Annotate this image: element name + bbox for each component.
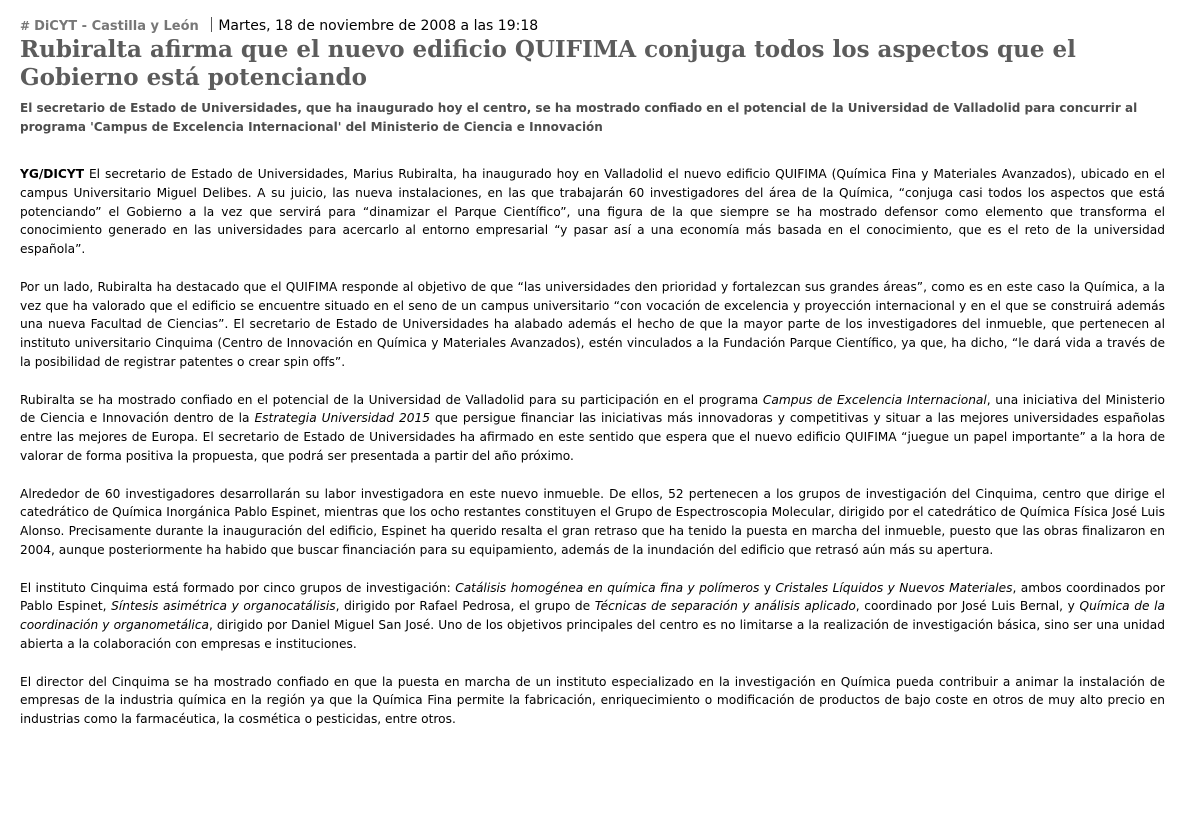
headline: Rubiralta afirma que el nuevo edificio QUIFIMA conjuga todos los aspectos que el Gobierno está potenciando: [20, 36, 1076, 91]
group-name: Química de la coordinación y organometálica: [20, 599, 1165, 633]
byline: YG/DICYT: [20, 167, 85, 181]
paragraph-2: Por un lado, Rubiralta ha destacado que el QUIFIMA responde al objetivo de que “las universidades den prioridad y fortalezcan sus grandes áreas”, como es en este caso la Química, a la vez que ha valorado que el edificio se encuentre situado en el seno de un campus universitario “con vocación de excelencia y proyección internacional y en el que se construirá además una nueva Facultad de Ciencias”. El secretario de Estado de Universidades ha alabado además el hecho de que la mayor parte de los investigadores del inmueble, que pertenecen al instituto universitario Cinquima (Centro de Innovación en Química y Materiales Avanzados), estén vinculados a la Fundación Parque Científico, ya que, ha dicho, “le dará vida a través de la posibilidad de registrar patentes o crear spin offs”.: [20, 279, 1165, 369]
paragraph-4: Alrededor de 60 investigadores desarrollarán su labor investigadora en este nuevo inmueble. De ellos, 52 pertenecen a los grupos de investigación del Cinquima, centro que dirige el catedrático de Química Inorgánica Pablo Espinet, mientras que los ocho restantes constituyen el Grupo de Espectroscopia Molecular, dirigido por el catedrático de Química Física José Luis Alonso. Precisamente durante la inauguración del edificio, Espinet ha querido resalta el gran retraso que ha tenido la puesta en marcha del inmueble, puesto que las obras finalizaron en 2004, aunque posteriormente ha habido que buscar financiación para su equipamiento, además de la inundación del edificio que retrasó aún más su apertura.: [20, 486, 1165, 557]
strategy-name: Estrategia Universidad 2015: [254, 411, 430, 426]
group-name: Técnicas de separación y análisis aplicado: [594, 599, 856, 614]
paragraph-5: [20, 579, 1165, 654]
paragraph-text: y: [759, 580, 776, 595]
paragraph-6: El director del Cinquima se ha mostrado confiado en que la puesta en marcha de un instituto especializado en la investigación en Química pueda contribuir a animar la instalación de empresas de la industria química en la región ya que la Química Fina permite la fabricación, enriquecimiento o modificación de productos de bajo coste en otros de muy alto precio en industrias como la farmacéutica, la cosmética o pesticidas, entre otros.: [20, 674, 1165, 727]
hash-icon: #: [20, 19, 31, 33]
paragraph-text: que persigue financiar las iniciativas más innovadoras y competitivas y situar a las mejores universidades españolas entre las mejores de Europa. El secretario de Estado de Universidades ha afirmado en este sentido que espera que el nuevo edificio QUIFIMA “juegue un papel importante” a la hora de valorar de forma positiva la propuesta, que podrá ser presentada a partir del año próximo.: [20, 411, 1166, 463]
paragraph-text: Rubiralta se ha mostrado confiado en el potencial de la Universidad de Valladolid para su participación en el programa: [20, 392, 763, 407]
publish-date: Martes, 18 de noviembre de 2008 a las 19:18: [218, 18, 539, 34]
source-label: DiCYT - Castilla y León: [34, 19, 199, 34]
source-link[interactable]: [20, 19, 203, 34]
paragraph-text: , una iniciativa del Ministerio de Ciencia e Innovación dentro de la: [20, 392, 1166, 426]
program-name: Campus de Excelencia Internacional: [762, 392, 987, 407]
paragraph-1: [20, 165, 1165, 259]
group-name: Síntesis asimétrica y organocatálisis: [111, 599, 336, 614]
group-name: Catálisis homogénea en química fina y polímeros: [455, 580, 760, 595]
paragraph-text: , dirigido por Daniel Miguel San José. Uno de los objetivos principales del centro es no limitarse a la realización de investigación básica, sino ser una unidad abierta a la colaboración con empresas e instituciones.: [20, 618, 1165, 651]
paragraph-text: El secretario de Estado de Universidades, Marius Rubiralta, ha inaugurado hoy en Valladolid el nuevo edificio QUIFIMA (Química Fina y Materiales Avanzados), ubicado en el campus Universitario Miguel Delibes. A su juicio, las nueva instalaciones, en las que trabajarán 60 investigadores del área de la Química, “conjuga casi todos los aspectos que está potenciando” el Gobierno a la vez que servirá para “dinamizar el Parque Científico”, una figura de la que siempre se ha mostrado defensor como elemento que transforma el conocimiento generado en las universidades para acercarlo al entorno empresarial “y pasar así a una economía más basada en el conocimiento, que es el reto de la universidad española”.: [20, 167, 1165, 257]
article-body: [20, 165, 1165, 729]
article: [20, 0, 1165, 729]
paragraph-text: , dirigido por Rafael Pedrosa, el grupo de: [335, 599, 595, 614]
paragraph-3: [20, 391, 1165, 466]
paragraph-text: , ambos coordinados por Pablo Espinet,: [20, 580, 1165, 614]
divider: [211, 17, 212, 32]
group-name: Cristales Líquidos y Nuevos Materiales: [775, 580, 1013, 595]
subtitle: El secretario de Estado de Universidades, que ha inaugurado hoy el centro, se ha mostrado confiado en el potencial de la Universidad de Valladolid para concurrir al programa 'Campus de Excelencia Internacional' del Ministerio de Ciencia e Innovación: [20, 101, 1138, 134]
paragraph-text: El instituto Cinquima está formado por cinco grupos de investigación:: [20, 580, 456, 595]
dateline: [20, 16, 1165, 34]
paragraph-text: , coordinado por José Luis Bernal, y: [855, 599, 1080, 614]
